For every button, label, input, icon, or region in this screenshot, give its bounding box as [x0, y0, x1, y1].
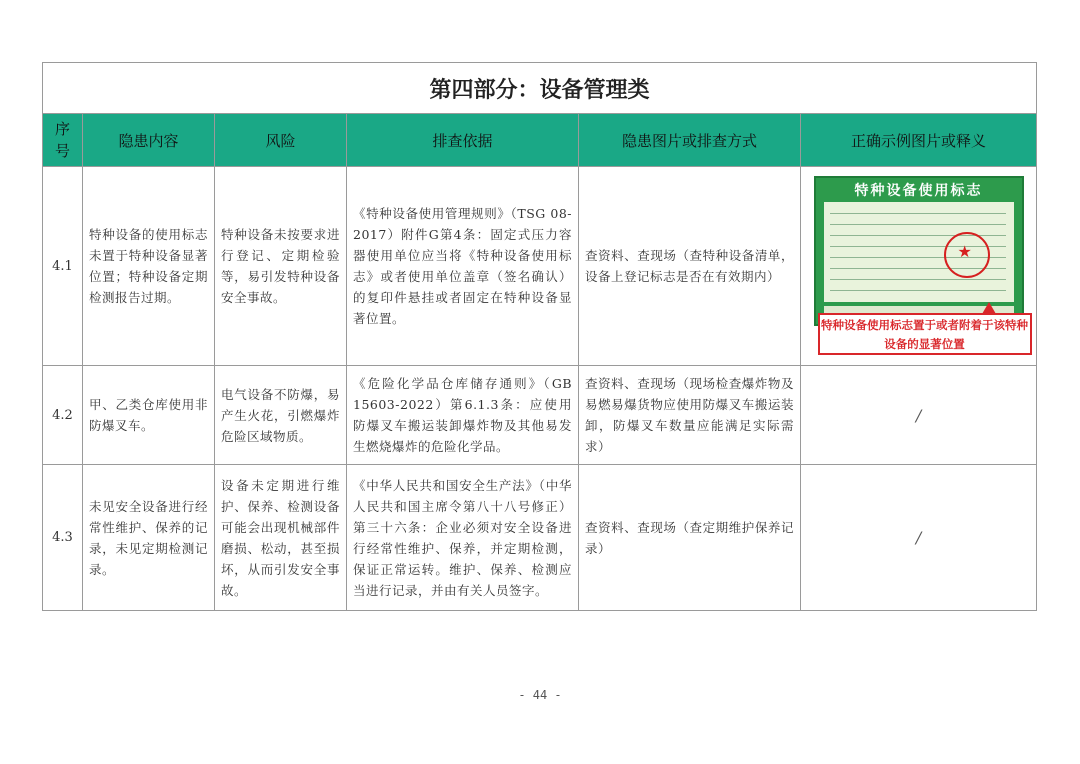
sign-panel: [824, 202, 1014, 302]
table-row: [43, 167, 1037, 366]
table-row: [43, 366, 1037, 465]
inspection-method: 查资料、查现场（查定期维护保养记录）: [579, 465, 801, 611]
header-example: 正确示例图片或释义: [801, 114, 1037, 167]
hazard-risk: 特种设备未按要求进行登记、定期检验等，易引发特种设备安全事故。: [215, 167, 347, 366]
hazard-risk: 电气设备不防爆，易产生火花，引燃爆炸危险区域物质。: [215, 366, 347, 465]
page-number: - 44 -: [518, 688, 562, 702]
inspection-method: 查资料、查现场（现场检查爆炸物及易燃易爆货物应使用防爆叉车搬运装卸，防爆叉车数量应能满足实际需求）: [579, 366, 801, 465]
inspection-basis: 《危险化学品仓库储存通则》（GB 15603-2022）第6.1.3条：应使用防爆叉车搬运装卸爆炸物及其他易发生燃烧爆炸的危险化学品。: [347, 366, 579, 465]
header-seq: 序号: [43, 114, 83, 167]
sign-callout: 特种设备使用标志置于或者附着于该特种设备的显著位置: [818, 313, 1032, 355]
hazard-content: 甲、乙类仓库使用非防爆叉车。: [83, 366, 215, 465]
equipment-hazard-table: [42, 62, 1037, 611]
inspection-method: 查资料、查现场（查特种设备清单，设备上登记标志是否在有效期内）: [579, 167, 801, 366]
equipment-sign-image: [814, 176, 1029, 356]
example-cell: [801, 167, 1037, 366]
inspection-basis: 《特种设备使用管理规则》（TSG 08-2017）附件G第4条：固定式压力容器使用单位应当将《特种设备使用标志》或者使用单位盖章（签名确认）的复印件悬挂或者固定在特种设备显著位置。: [347, 167, 579, 366]
sign-title: 特种设备使用标志: [854, 183, 983, 199]
row-number: 4.3: [43, 465, 83, 611]
table-row: [43, 465, 1037, 611]
section-title: 第四部分：设备管理类: [43, 63, 1037, 114]
header-content: 隐患内容: [83, 114, 215, 167]
header-method: 隐患图片或排查方式: [579, 114, 801, 167]
example-placeholder: /: [801, 465, 1037, 611]
hazard-content: 未见安全设备进行经常性维护、保养的记录，未见定期检测记录。: [83, 465, 215, 611]
example-placeholder: /: [801, 366, 1037, 465]
star-icon: ★: [957, 242, 972, 261]
inspection-basis: 《中华人民共和国安全生产法》（中华人民共和国主席令第八十八号修正）第三十六条：企业必须对安全设备进行经常性维护、保养，并定期检测，保证正常运转。维护、保养、检测应当进行记录，并由有关人员签字。: [347, 465, 579, 611]
row-number: 4.2: [43, 366, 83, 465]
row-number: 4.1: [43, 167, 83, 366]
header-risk: 风险: [215, 114, 347, 167]
hazard-risk: 设备未定期进行维护、保养、检测设备可能会出现机械部件磨损、松动，甚至损坏，从而引发安全事故。: [215, 465, 347, 611]
header-basis: 排查依据: [347, 114, 579, 167]
hazard-content: 特种设备的使用标志未置于特种设备显著位置；特种设备定期检测报告过期。: [83, 167, 215, 366]
